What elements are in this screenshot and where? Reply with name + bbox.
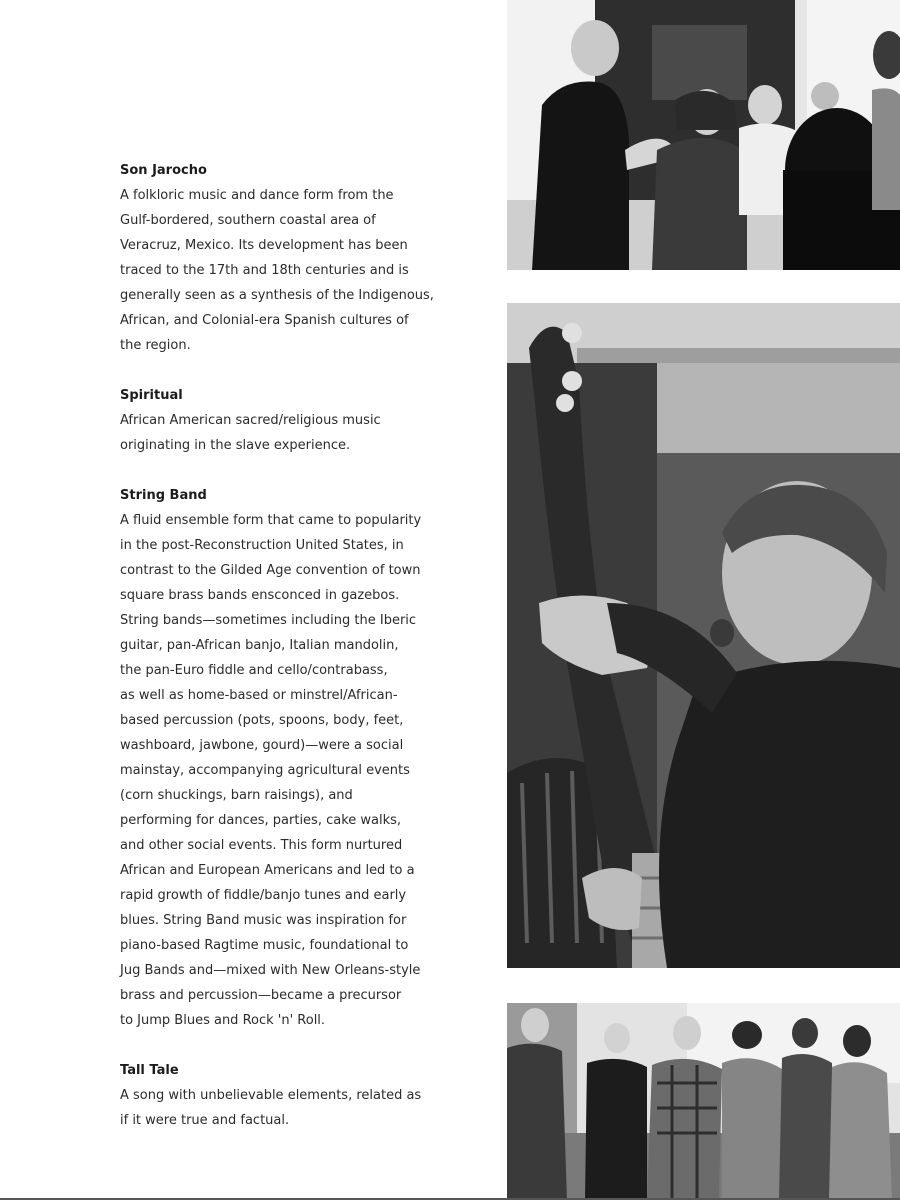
photo-crowd-gathering	[507, 1003, 900, 1200]
term-title: Tall Tale	[120, 1063, 179, 1078]
term-definition: African American sacred/religious music originating in the slave experience.	[120, 413, 381, 453]
glossary-entry-spiritual	[120, 383, 450, 458]
glossary-entry-son-jarocho	[120, 158, 450, 358]
term-title: String Band	[120, 488, 207, 503]
term-title: Spiritual	[120, 388, 183, 403]
term-definition: A fluid ensemble form that came to popularity in the post-Reconstruction United States, in contrast to the Gilded Age convention of town square brass bands ensconced in gazebos. String bands—sometimes including the Iberic guitar, pan-African banjo, Italian mandolin, the pan-Euro fiddle and cello/contrabass, as well as home-based or minstrel/African- based percussion (pots, spoons, body, feet, washboard, jawbone, gourd)—were a social mainstay, accompanying agricultural events (corn shuckings, barn raisings), and performing for dances, parties, cake walks, and other social events. This form nurtured African and European Americans and led to a rapid growth of fiddle/banjo tunes and early blues. String Band music was inspiration for piano-based Ragtime music, foundational to Jug Bands and—mixed with New Orleans-style brass and percussion—became a precursor to Jump Blues and Rock 'n' Roll.	[120, 513, 422, 1028]
glossary-entry-tall-tale	[120, 1058, 450, 1133]
glossary-entry-string-band	[120, 483, 450, 1033]
photo-classroom-group	[507, 0, 900, 270]
term-definition: A folkloric music and dance form from the Gulf-bordered, southern coastal area of Veracruz, Mexico. Its development has been traced to the 17th and 18th centuries and is generally seen as a synthesis of the Indigenous, African, and Colonial-era Spanish cultures of the region.	[120, 188, 434, 353]
term-title: Son Jarocho	[120, 163, 207, 178]
term-definition: A song with unbelievable elements, related as if it were true and factual.	[120, 1088, 422, 1128]
glossary	[120, 158, 450, 1158]
photo-banjo-player	[507, 303, 900, 968]
